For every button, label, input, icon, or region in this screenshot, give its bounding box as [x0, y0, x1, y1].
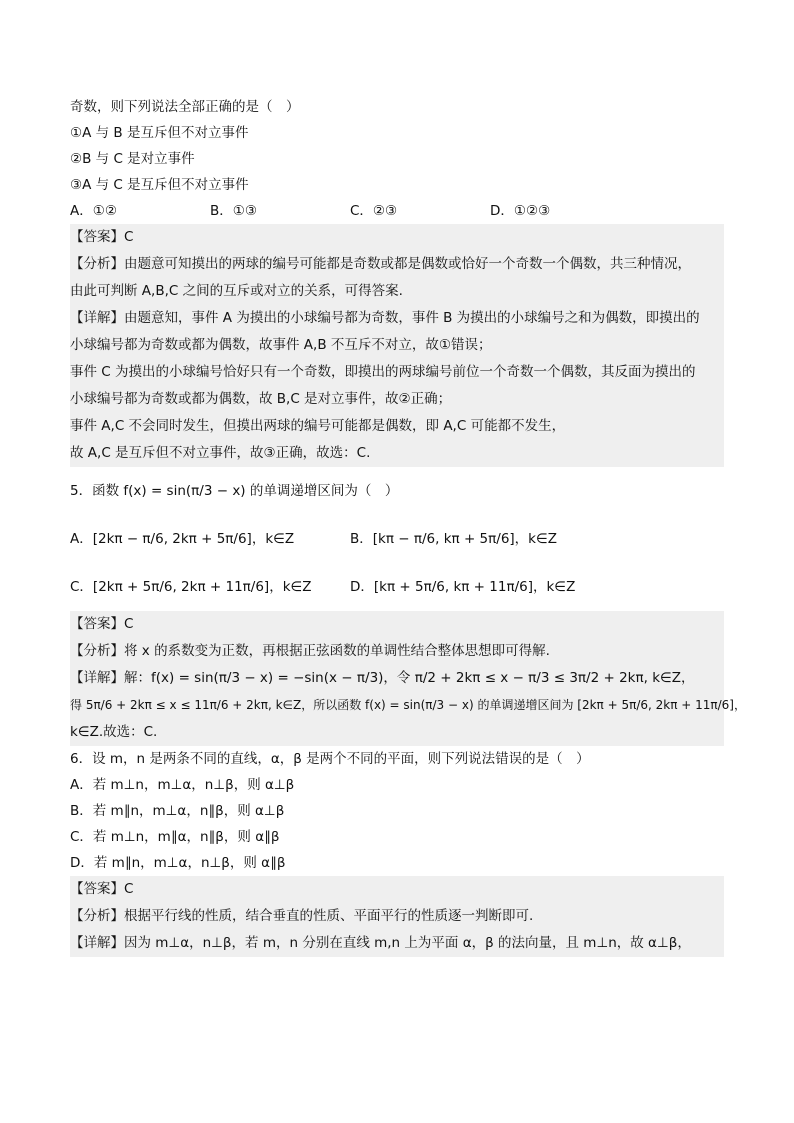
options-row — [70, 198, 724, 224]
options-row — [70, 515, 724, 563]
option-d: D．①②③ — [490, 203, 551, 219]
option-b: B．若 m∥n，m⊥α，n∥β，则 α⊥β — [70, 803, 285, 819]
statement: ③A 与 C 是互斥但不对立事件 — [70, 177, 249, 193]
detail-line: 【详解】解：f(x) = sin(π/3 − x) = −sin(x − π/3)，令 π/2 + 2kπ ≤ x − π/3 ≤ 3π/2 + 2kπ, k∈Z， — [70, 670, 695, 686]
option-c: C．②③ — [350, 203, 398, 219]
detail-line: 【详解】由题意知，事件 A 为摸出的小球编号都为奇数，事件 B 为摸出的小球编号之和为偶数，即摸出的 — [70, 310, 700, 326]
option-b: B．①③ — [210, 203, 257, 219]
answer: 【答案】C — [70, 229, 134, 245]
solution-block — [70, 876, 724, 957]
question-stem: 奇数，则下列说法全部正确的是（ ） — [70, 99, 300, 115]
analysis-line: 【分析】将 x 的系数变为正数，再根据正弦函数的单调性结合整体思想即可得解. — [70, 643, 550, 659]
detail-line: 事件 C 为摸出的小球编号恰好只有一个奇数，即摸出的两球编号前位一个奇数一个偶数，其反面为摸出的 — [70, 364, 696, 380]
detail-line: 故 A,C 是互斥但不对立事件，故③正确，故选：C. — [70, 445, 371, 461]
analysis-line: 【分析】由题意可知摸出的两球的编号可能都是奇数或都是偶数或恰好一个奇数一个偶数，共三种情况， — [70, 256, 691, 272]
analysis-line: 【分析】根据平行线的性质，结合垂直的性质、平面平行的性质逐一判断即可. — [70, 908, 534, 924]
options-row — [70, 563, 724, 611]
option-a: A．[2kπ − π/6, 2kπ + 5π/6]，k∈Z — [70, 531, 295, 547]
option-b: B．[kπ − π/6, kπ + 5π/6]，k∈Z — [350, 531, 558, 547]
statement: ②B 与 C 是对立事件 — [70, 151, 195, 167]
question-stem: 6．设 m，n 是两条不同的直线，α，β 是两个不同的平面，则下列说法错误的是（ ） — [70, 751, 590, 767]
option-d: D．若 m∥n，m⊥α，n⊥β，则 α∥β — [70, 855, 286, 871]
detail-line: 事件 A,C 不会同时发生，但摸出两球的编号可能都是偶数，即 A,C 可能都不发生， — [70, 418, 566, 434]
detail-line: 小球编号都为奇数或都为偶数，故事件 A,B 不互斥不对立，故①错误； — [70, 337, 492, 353]
detail-line: 【详解】因为 m⊥α，n⊥β，若 m，n 分别在直线 m,n 上为平面 α，β 的法向量，且 m⊥n，故 α⊥β， — [70, 935, 691, 951]
answer: 【答案】C — [70, 881, 134, 897]
detail-line: k∈Z.故选：C. — [70, 724, 158, 740]
detail-line: 得 5π/6 + 2kπ ≤ x ≤ 11π/6 + 2kπ, k∈Z，所以函数 f(x) = sin(π/3 − x) 的单调递增区间为 [2kπ + 5π/6, 2kπ + 11π/6]， — [70, 698, 746, 712]
option-c: C．若 m⊥n，m∥α，n∥β，则 α∥β — [70, 829, 280, 845]
option-c: C．[2kπ + 5π/6, 2kπ + 11π/6]，k∈Z — [70, 579, 312, 595]
question-stem: 5．函数 f(x) = sin(π/3 − x) 的单调递增区间为（ ） — [70, 483, 399, 499]
solution-block — [70, 611, 746, 746]
option-a: A．①② — [70, 203, 117, 219]
document-page — [70, 94, 746, 957]
solution-block — [70, 224, 724, 467]
statement: ①A 与 B 是互斥但不对立事件 — [70, 125, 249, 141]
option-d: D．[kπ + 5π/6, kπ + 11π/6]，k∈Z — [350, 579, 576, 595]
option-a: A．若 m⊥n，m⊥α，n⊥β，则 α⊥β — [70, 777, 295, 793]
analysis-line: 由此可判断 A,B,C 之间的互斥或对立的关系，可得答案. — [70, 283, 403, 299]
answer: 【答案】C — [70, 616, 134, 632]
detail-line: 小球编号都为奇数或都为偶数，故 B,C 是对立事件，故②正确； — [70, 391, 452, 407]
